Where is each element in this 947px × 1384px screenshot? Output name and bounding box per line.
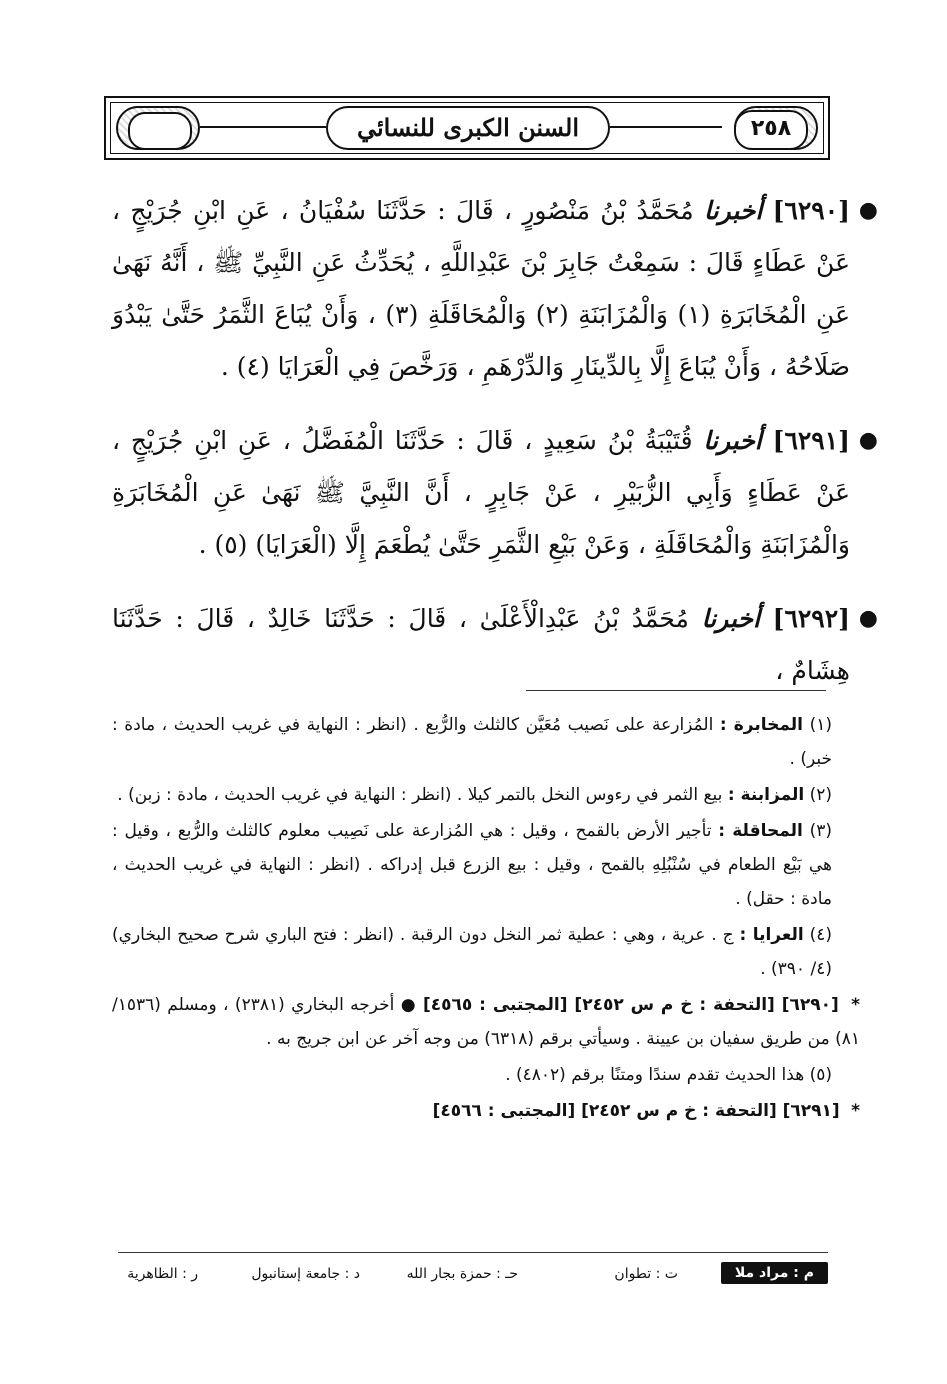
siglum-m: م : مراد ملا	[721, 1262, 828, 1284]
footnote-4	[112, 918, 832, 986]
footnote-number: (٥)	[809, 1065, 832, 1085]
footnote-text: بيع الثمر في رءوس النخل بالتمر كيلا . (انظر : النهاية في غريب الحديث ، مادة : زبن) .	[117, 785, 723, 805]
footnote-1	[112, 708, 832, 776]
hadith-akhbarana: أخبرنا	[701, 604, 760, 633]
asterisk-icon: *	[851, 1101, 860, 1121]
hadith-text: مُحَمَّدُ بْنُ مَنْصُورٍ ، قَالَ : حَدَّثَنَا سُفْيَانُ ، عَنِ ابْنِ جُرَيْجٍ ، عَنْ عَطَاءٍ قَالَ : سَمِعْتُ جَابِرَ بْنَ عَبْدِاللَّهِ ، يُحَدِّثُ عَنِ النَّبِيِّ ﷺ ، أَنَّهُ نَهَىٰ عَنِ الْمُخَابَرَةِ (١) وَالْمُزَابَنَةِ (٢) وَالْمُحَاقَلَةِ (٣) ، وَأَنْ يُبَاعَ الثَّمَرُ حَتَّىٰ يَبْدُوَ صَلَاحُهُ ، وَأَنْ يُبَاعَ إِلَّا بِالدِّينَارِ وَالدِّرْهَمِ ، وَرَخَّصَ فِي الْعَرَايَا (٤) .	[112, 196, 850, 381]
footnote-2	[112, 778, 832, 812]
hadith-text: مُحَمَّدُ بْنُ عَبْدِالْأَعْلَىٰ ، قَالَ : حَدَّثَنَا خَالِدٌ ، قَالَ : حَدَّثَنَا هِشَامٌ ،	[112, 604, 850, 685]
publisher-logo-icon	[128, 112, 192, 150]
hadith-text: قُتَيْبَةُ بْنُ سَعِيدٍ ، قَالَ : حَدَّثَنَا الْمُفَضَّلُ ، عَنِ ابْنِ جُرَيْجٍ ، عَنْ عَطَاءٍ وَأَبِي الزُّبَيْرِ ، عَنْ جَابِرٍ ، أَنَّ النَّبِيَّ ﷺ نَهَىٰ عَنِ الْمُخَابَرَةِ وَالْمُزَابَنَةِ وَالْمُحَاقَلَةِ ، وَعَنْ بَيْعِ الثَّمَرِ حَتَّىٰ يُطْعَمَ إِلَّا (الْعَرَايَا) (٥) .	[112, 426, 850, 559]
siglum-t: ت : تطوان	[614, 1266, 678, 1282]
manuscript-sigla	[118, 1262, 828, 1288]
siglum-d: د : جامعة إستانبول	[251, 1266, 360, 1282]
hadith-6292	[112, 593, 878, 697]
header-divider	[610, 126, 722, 128]
footnote-term: المخابرة :	[719, 715, 803, 735]
hadith-6290	[112, 185, 878, 393]
page-header	[104, 96, 830, 160]
footnote-number: (٢)	[809, 785, 832, 805]
source-refs: [٦٢٩٠] [التحفة : خ م س ٢٤٥٢] [المجتبى : ٤٥٦٥]	[422, 995, 839, 1015]
hadith-number: [٦٢٩١]	[772, 426, 851, 455]
bottom-divider	[118, 1252, 828, 1253]
footnote-term: المحاقلة :	[718, 821, 803, 841]
footnote-text: ج . عرية ، وهي : عطية ثمر النخل دون الرقبة . (انظر : فتح الباري شرح صحيح البخاري) (٤/ ٣٩٠) .	[112, 925, 832, 979]
siglum-h: حـ : حمزة بجار الله	[406, 1266, 518, 1282]
source-refs: [٦٢٩١] [التحفة : خ م س ٢٤٥٢] [المجتبى : ٤٥٦٦]	[432, 1101, 840, 1121]
footnote-text: تأجير الأرض بالقمح ، وقيل : هي المُزارعة على نَصِيب معلوم كالثلث والرُّبع ، وقيل : هي بَيْع الطعام في سُنْبُلِهِ بالقمح ، وقيل : بيع الزرع قبل إدراكه . (انظر : النهاية في غريب الحديث ، مادة : حقل) .	[112, 821, 832, 909]
footnote-5	[112, 1058, 832, 1092]
bullet-icon: ●	[858, 428, 878, 453]
footnote-number: (٣)	[809, 821, 833, 841]
bullet-icon: ●	[858, 606, 878, 631]
footnote-text: المُزارعة على نَصيب مُعَيَّن كالثلث والرُّبع . (انظر : النهاية في غريب الحديث ، مادة : خبر) .	[112, 715, 832, 769]
footnote-number: (٤)	[809, 925, 833, 945]
siglum-r: ر : الظاهرية	[127, 1266, 198, 1282]
bullet-icon: ●	[858, 198, 878, 223]
source-text: ● أخرجه البخاري (٢٣٨١) ، ومسلم (١٥٣٦/ ٨١) من طريق سفيان بن عيينة . وسيأتي برقم (٦٣١٨) من وجه آخر عن ابن جريج به .	[112, 995, 860, 1049]
source-note-6291	[112, 1094, 860, 1128]
footnote-divider	[526, 690, 826, 691]
footnote-number: (١)	[809, 715, 832, 735]
footnote-text: هذا الحديث تقدم سندًا ومتنًا برقم (٤٨٠٢) .	[505, 1065, 805, 1085]
hadith-6291	[112, 415, 878, 571]
footnote-term: العرايا :	[739, 925, 804, 945]
header-divider	[200, 126, 326, 128]
hadith-akhbarana: أخبرنا	[703, 196, 763, 225]
hadith-akhbarana: أخبرنا	[703, 426, 762, 455]
footnotes	[112, 708, 861, 1130]
hadith-number: [٦٢٩٢]	[772, 604, 850, 633]
hadith-section	[112, 185, 878, 719]
hadith-number: [٦٢٩٠]	[772, 196, 850, 225]
source-note-6290	[112, 988, 860, 1056]
footnote-3	[112, 814, 832, 916]
page-number: ٢٥٨	[734, 110, 808, 150]
asterisk-icon: *	[851, 995, 861, 1015]
footnote-term: المزابنة :	[727, 785, 805, 805]
running-title: السنن الكبرى للنسائي	[326, 106, 610, 150]
